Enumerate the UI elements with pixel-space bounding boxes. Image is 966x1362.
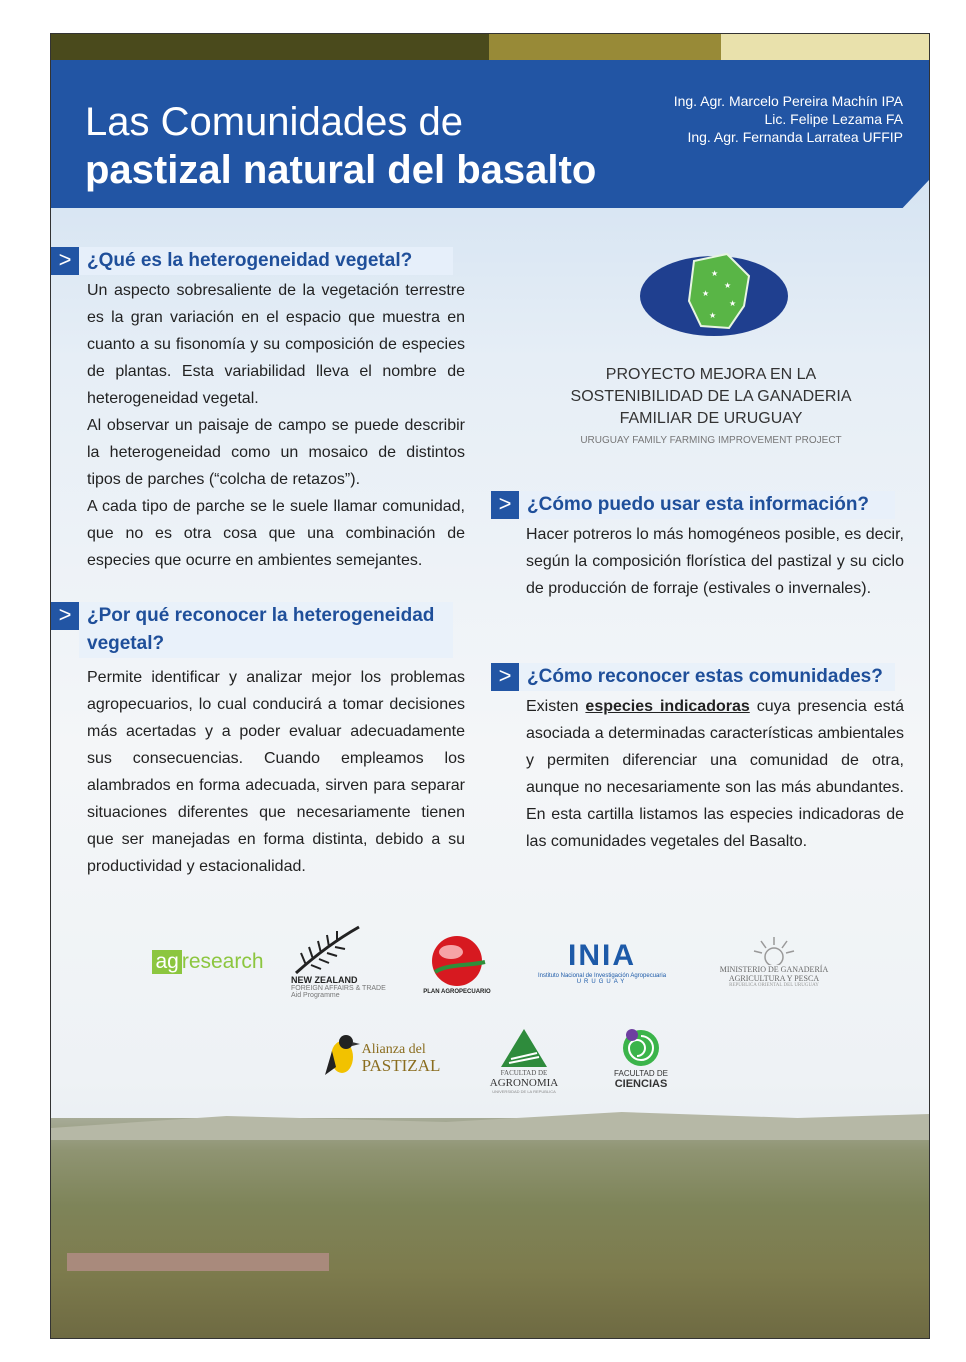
globe-icon <box>427 934 487 989</box>
section-heading-recognize <box>491 663 895 691</box>
agro-line-1: FACULTAD DE <box>500 1068 548 1077</box>
paragraph: Un aspecto sobresaliente de la vegetación terrestre es la gran variación en el espacio que muestra en cuanto a su fisonomía y su composición de especies de plantas. Esta variabilidad lleva el nombre de heterogeneidad vegetal. <box>87 282 465 407</box>
project-name <box>531 364 891 430</box>
nz-line-3: Aid Programme <box>291 991 340 999</box>
title-line-2: pastizal natural del basalto <box>85 148 597 192</box>
author-3: Ing. Agr. Fernanda Larratea UFFIP <box>687 129 903 145</box>
authors-block <box>674 92 903 146</box>
author-1: Ing. Agr. Marcelo Pereira Machín IPA <box>673 93 903 109</box>
nz-line-2: FOREIGN AFFAIRS & TRADE <box>291 984 386 992</box>
section-heading-why <box>51 602 453 658</box>
ciencias-line-2: CIENCIAS <box>614 1078 668 1090</box>
alianza-text <box>362 1042 441 1074</box>
heading-text: ¿Cómo reconocer estas comunidades? <box>519 663 895 691</box>
agresearch-ag: ag <box>152 950 181 974</box>
paragraph: A cada tipo de parche se le suele llamar comunidad, que no es otra cosa que una combinación de especies que ocurre en ambientes semejantes. <box>87 498 465 569</box>
svg-text:★: ★ <box>702 289 710 298</box>
section-heading-heterogeneity <box>51 247 453 275</box>
alianza-line-1: Alianza del <box>361 1042 426 1057</box>
uruguay-map-logo <box>639 246 789 346</box>
inia-logo <box>517 932 687 992</box>
ciencias-line-1: FACULTAD DE <box>614 1069 668 1078</box>
title-line-1: Las Comunidades de <box>85 100 464 144</box>
paragraph: Hacer potreros lo más homogéneos posible, es decir, según la composición florística del pastizal y su ciclo de producción de forraje (estivales o invernales). <box>526 526 904 597</box>
inia-wordmark: INIA <box>568 939 636 972</box>
section-body-why <box>87 664 465 880</box>
heading-line-1: ¿Por qué reconocer la heterogeneidad <box>87 605 435 626</box>
bird-icon <box>320 1031 362 1085</box>
sun-icon <box>749 935 799 965</box>
inia-line-1: Instituto Nacional de Investigación Agropecuaria <box>537 973 667 979</box>
plan-agropecuario-logo <box>417 929 497 999</box>
agresearch-text: research <box>181 950 264 973</box>
section-body-heterogeneity <box>87 277 465 574</box>
fern-icon <box>291 925 361 975</box>
poster-page <box>50 33 930 1339</box>
alianza-pastizal-logo <box>315 1028 445 1088</box>
chevron-right-icon: > <box>491 491 519 519</box>
top-band-light <box>721 34 929 60</box>
top-band-dark <box>51 34 489 60</box>
heading-text: ¿Qué es la heterogeneidad vegetal? <box>79 247 453 275</box>
heading-text <box>79 602 453 658</box>
paragraph <box>526 693 904 855</box>
mgap-logo <box>709 929 839 994</box>
agresearch-logo <box>143 942 273 982</box>
facultad-agronomia-logo <box>479 1019 569 1101</box>
mgap-line-3: REPÚBLICA ORIENTAL DEL URUGUAY <box>729 983 819 988</box>
facultad-ciencias-logo <box>601 1016 681 1101</box>
section-body-usage <box>526 521 904 602</box>
section-body-recognize <box>526 693 904 855</box>
text-part: cuya presencia está asociada a determinadas características ambientales y permiten diferenciar una comunidad de otra, aunque no necesariamente son las más abundantes. En esta cartilla listamos las especies indicadoras de las comunidades vegetales del Basalto. <box>526 698 905 850</box>
project-line-3: FAMILIAR DE URUGUAY <box>619 410 803 427</box>
paragraph: Permite identificar y analizar mejor los problemas agropecuarios, lo cual conducirá a tomar decisiones más acertadas y a poder evaluar adecuadamente sus consecuencias. Cuando empleamos los alambrados en forma adecuada, sirven para separar situaciones diferentes que necesariamente tienen que ser manejadas en forma distinta, debido a su productividad y estacionalidad. <box>87 669 465 875</box>
agro-line-3: UNIVERSIDAD DE LA REPUBLICA <box>492 1088 556 1094</box>
plan-label: PLAN AGROPECUARIO <box>423 988 491 995</box>
mgap-line-1: MINISTERIO DE GANADERÍA <box>719 965 829 974</box>
section-heading-usage <box>491 491 895 519</box>
svg-text:★: ★ <box>724 281 732 290</box>
svg-text:★: ★ <box>729 299 737 308</box>
project-line-1: PROYECTO MEJORA EN LA <box>605 366 817 383</box>
emphasis-text: especies indicadoras <box>585 698 750 715</box>
footer-color-bar <box>67 1253 329 1271</box>
text-part: Existen <box>526 698 586 715</box>
inia-line-2: URUGUAY <box>576 979 628 985</box>
chevron-right-icon: > <box>51 602 79 630</box>
field-triangle-icon <box>499 1027 549 1069</box>
heading-line-2: vegetal? <box>87 633 165 654</box>
nz-line-1: NEW ZEALAND <box>291 974 358 985</box>
top-band-olive <box>489 34 721 60</box>
project-subtitle: URUGUAY FAMILY FARMING IMPROVEMENT PROJECT <box>580 435 842 446</box>
chevron-right-icon: > <box>51 247 79 275</box>
page-title <box>85 98 596 194</box>
svg-text:★: ★ <box>709 311 717 320</box>
distant-hills <box>51 1100 929 1140</box>
project-line-2: SOSTENIBILIDAD DE LA GANADERIA <box>570 388 852 405</box>
agro-line-2: AGRONOMIA <box>489 1076 559 1089</box>
alianza-line-2: PASTIZAL <box>361 1056 441 1075</box>
author-2: Lic. Felipe Lezama FA <box>764 111 903 127</box>
nautilus-icon <box>620 1027 662 1069</box>
mgap-line-2: AGRICULTURA Y PESCA <box>728 974 820 983</box>
grassland-landscape-photo <box>51 1118 929 1338</box>
paragraph: Al observar un paisaje de campo se puede describir la heterogeneidad como un mosaico de distintos tipos de parches (“colcha de retazos”). <box>87 417 465 488</box>
chevron-right-icon: > <box>491 663 519 691</box>
heading-text: ¿Cómo puedo usar esta información? <box>519 491 895 519</box>
new-zealand-aid-logo <box>291 914 401 1009</box>
svg-text:★: ★ <box>711 269 719 278</box>
